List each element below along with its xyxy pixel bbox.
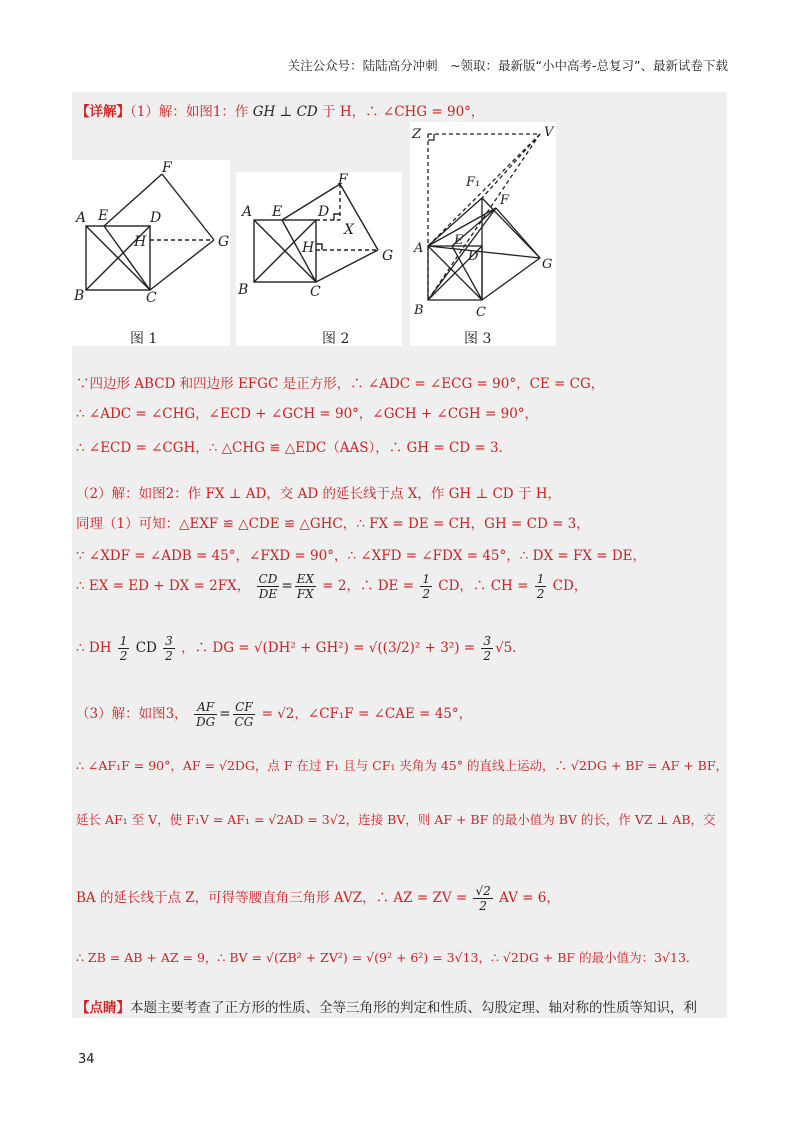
- fig1-label-D: D: [150, 210, 162, 226]
- fig2-label-D: D: [318, 204, 330, 220]
- fig2-label-C: C: [310, 284, 321, 300]
- part3-l1b: = √2，∠CF₁F = ∠CAE = 45°，: [261, 706, 473, 722]
- frac-three-half-2: [481, 634, 493, 663]
- figure-3-diagram: [410, 122, 556, 346]
- page-number: 34: [78, 1052, 95, 1067]
- fig2-label-A: A: [242, 204, 253, 220]
- fig3-label-G: G: [542, 257, 553, 272]
- fig3-label-D: D: [468, 249, 479, 264]
- intro-text: （1）解：如图1：作: [130, 104, 249, 120]
- part2-l4b: = 2，∴ DE =: [322, 578, 415, 594]
- frac-den: 2: [483, 649, 492, 663]
- part2-line-5: [76, 634, 526, 663]
- fig1-label-A: A: [76, 210, 87, 226]
- frac-sqrt2-2: [473, 884, 492, 913]
- frac-half-1: [420, 572, 432, 601]
- intro-tail: 于 H，∴ ∠CHG = 90°，: [322, 104, 485, 120]
- figure-1-diagram: [72, 160, 230, 346]
- part2-l4d: CD，: [552, 578, 588, 594]
- frac-cf-cg: [233, 700, 256, 729]
- fig2-label-F: F: [338, 172, 348, 188]
- fig1-label-G: G: [218, 234, 230, 250]
- frac-half-2: [535, 572, 547, 601]
- part2-l5d: √5．: [495, 640, 526, 656]
- fig3-label-F: F: [500, 193, 510, 208]
- figure-2: [236, 172, 402, 346]
- frac-num: EX: [296, 572, 314, 586]
- frac-den: 2: [479, 899, 487, 913]
- figure-2-caption: 图 2: [322, 331, 350, 347]
- frac-ex-fx: [295, 572, 316, 601]
- figure-1-caption: 图 1: [130, 331, 158, 347]
- part3-l1a: （3）解：如图3，: [76, 706, 188, 722]
- frac-num: √2: [475, 884, 491, 898]
- frac-cd-de: [257, 572, 280, 601]
- frac-af-dg: [194, 700, 217, 729]
- frac-den: FX: [296, 587, 314, 601]
- frac-den: 2: [536, 587, 545, 601]
- figure-1: [72, 160, 230, 346]
- part2-line-2: 同理（1）可知：△EXF ≌ △CDE ≌ △GHC，∴ FX = DE = CH，GH = CD = 3，: [76, 516, 590, 532]
- part2-l4c: CD，∴ CH =: [438, 578, 529, 594]
- frac-num: 3: [483, 634, 492, 648]
- part2-line-1: （2）解：如图2：作 FX ⊥ AD，交 AD 的延长线于点 X，作 GH ⊥ CD 于 H，: [76, 486, 561, 502]
- fig1-label-C: C: [146, 290, 157, 306]
- part3-l4b: AV = 6，: [499, 890, 560, 906]
- page-header: 关注公众号：陆陆高分冲刺 ~领取：最新版“小中高考-总复习”、最新试卷下载: [287, 58, 728, 73]
- intro-line: [76, 100, 484, 120]
- part3-l4a: BA 的延长线于点 Z，可得等腰直角三角形 AVZ，∴ AZ = ZV =: [76, 890, 468, 906]
- fig3-label-V: V: [544, 125, 554, 140]
- frac-num: 3: [165, 634, 173, 648]
- fig2-label-G: G: [382, 248, 394, 264]
- frac-num: AF: [194, 700, 217, 715]
- part3-line-1: （3）解：如图3， $\frac{AF}{DG}$ = $\frac{CF}{CG}$ = √2，∠CF₁F = ∠CAE = 45°，: [76, 700, 473, 729]
- frac-den: DG: [195, 715, 216, 729]
- frac-den: CG: [234, 715, 254, 729]
- fig2-label-H: H: [302, 240, 315, 256]
- fig1-label-B: B: [74, 288, 85, 304]
- part1-line-2: ∴ ∠ADC = ∠CHG，∠ECD + ∠GCH = 90°，∠GCH + ∠CGH = 90°，: [76, 406, 539, 422]
- frac-three-half: [163, 634, 175, 663]
- figure-3-caption: 图 3: [464, 331, 492, 347]
- frac-den: 2: [422, 587, 430, 601]
- fig1-label-H: H: [134, 234, 147, 250]
- frac-num: CD: [258, 572, 278, 586]
- fig1-label-E: E: [98, 208, 109, 224]
- frac-num: 1: [422, 572, 430, 586]
- fig3-label-C: C: [476, 305, 486, 320]
- note-line: [76, 996, 697, 1016]
- fig2-label-B: B: [238, 282, 249, 298]
- frac-num: CF: [233, 700, 256, 715]
- frac-den: 2: [165, 649, 173, 663]
- fig3-label-E: E: [454, 233, 464, 248]
- note-tag: 【点睛】: [76, 1000, 130, 1016]
- part3-line-2: ∴ ∠AF₁F = 90°，AF = √2DG，点 F 在过 F₁ 且与 CF₁ 夹角为 45° 的直线上运动，∴ √2DG + BF = AF + BF，: [76, 758, 729, 773]
- part3-line-5: ∴ ZB = AB + AZ = 9，∴ BV = √(ZB² + ZV²) = √(9² + 6²) = 3√13，∴ √2DG + BF 的最小值为：3√13．: [76, 950, 699, 965]
- fig1-label-F: F: [162, 160, 172, 176]
- part3-line-4: [76, 884, 560, 913]
- figure-3: [410, 122, 556, 346]
- fig3-label-F1: F₁: [466, 175, 481, 190]
- part1-line-1: ∵四边形 ABCD 和四边形 EFGC 是正方形，∴ ∠ADC = ∠ECG = 90°，CE = CG，: [76, 376, 605, 392]
- part2-line-3: ∵ ∠XDF = ∠ADB = 45°，∠FXD = 90°，∴ ∠XFD = ∠FDX = 45°，∴ DX = FX = DE，: [76, 548, 647, 564]
- fig3-label-B: B: [414, 303, 424, 318]
- frac-num: 1: [536, 572, 545, 586]
- frac-den: DE: [258, 587, 278, 601]
- part2-l5b: CD: [135, 640, 157, 656]
- part3-line-3: 延长 AF₁ 至 V，使 F₁V = AF₁ = √2AD = 3√2，连接 BV，则 AF + BF 的最小值为 BV 的长，作 VZ ⊥ AB，交: [76, 812, 716, 827]
- frac-num: 1: [119, 634, 128, 648]
- fig3-label-A: A: [414, 241, 424, 256]
- frac-den: 2: [119, 649, 128, 663]
- frac-half-3: [118, 634, 130, 663]
- part2-l4a: ∴ EX = ED + DX = 2FX，: [76, 578, 251, 594]
- fig3-label-Z: Z: [412, 127, 422, 142]
- fig2-label-E: E: [272, 204, 283, 220]
- note-text: 本题主要考查了正方形的性质、全等三角形的判定和性质、勾股定理、轴对称的性质等知识，利: [130, 1000, 697, 1016]
- detail-tag: 【详解】: [76, 104, 130, 120]
- part2-l5c: ，∴ DG = √(DH² + GH²) = √((3/2)² + 3²) =: [181, 640, 476, 656]
- part2-line-4: ∴ EX = ED + DX = 2FX， $\frac{CD}{DE}$ = $\frac{EX}{FX}$ = 2，∴ DE = $\frac{1}{2}$ CD，∴ CH = $\frac{1}{2}$ CD，: [76, 572, 588, 601]
- figure-2-diagram: [236, 172, 402, 346]
- intro-math: GH ⊥ CD: [252, 104, 318, 120]
- part2-l5a: ∴ DH: [76, 640, 112, 656]
- part1-line-3: ∴ ∠ECD = ∠CGH，∴ △CHG ≌ △EDC（AAS），∴ GH = CD = 3．: [76, 440, 513, 456]
- fig2-label-X: X: [344, 222, 354, 238]
